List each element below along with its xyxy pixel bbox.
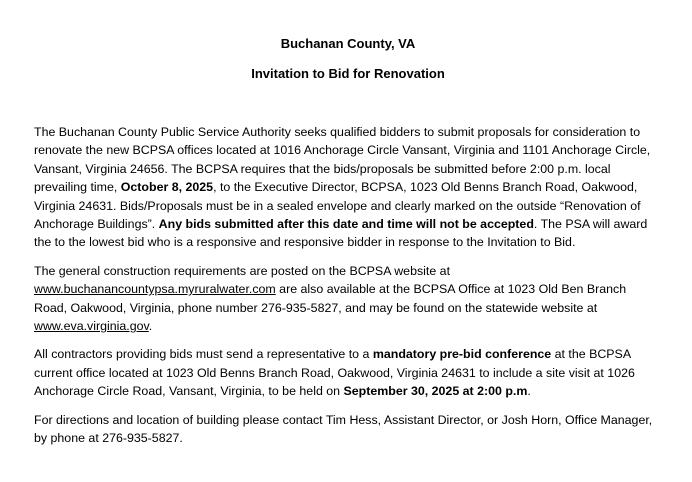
document-title: Invitation to Bid for Renovation — [251, 66, 445, 81]
text-span: . — [148, 319, 153, 334]
bcpsa-website-link[interactable]: www.buchanancountypsa.myruralwater.com — [34, 282, 276, 297]
text-span: at the BCPSA current office located at 1023 Old Benns Branch Road, Oakwood, Virginia 24631 to include a site visit at 1026 Anchorage Circle Road, Vansant, Virginia, to be held on — [34, 347, 635, 399]
bid-deadline-date: October 8, 2025 — [120, 180, 214, 195]
county-heading: Buchanan County, VA — [280, 36, 416, 51]
conference-date: September 30, 2025 at 2:00 p.m — [343, 384, 528, 399]
text-span: , to the Executive Director, BCPSA, 1023 Old Benns Branch Road, Oakwood, Virginia 24631. Bids/Proposals must be in a sealed envelope and clearly marked on the outside “Renovation of Anchorage Buildings”. — [34, 180, 641, 232]
state-website-link[interactable]: www.eva.virginia.gov — [34, 319, 149, 334]
text-span: are also available at the BCPSA Office at 1023 Old Ben Branch Road, Oakwood, Virginia, phone number 276-935-5827, and may be found on the statewide website at — [34, 282, 627, 315]
text-span: . The PSA will award the to the lowest bid who is a responsive and responsive bidder in response to the Invitation to Bid. — [34, 217, 648, 250]
late-bid-warning: Any bids submitted after this date and time will not be accepted — [158, 217, 534, 232]
paragraph-requirements — [34, 262, 662, 336]
text-span: All contractors providing bids must send a representative to a — [34, 347, 373, 362]
text-span: The general construction requirements are posted on the BCPSA website at — [34, 263, 451, 278]
text-span: . — [527, 384, 531, 399]
paragraph-bid-overview — [34, 123, 662, 252]
text-span: The Buchanan County Public Service Authority seeks qualified bidders to submit proposals for consideration to renovate the new BCPSA offices located at 1016 Anchorage Circle Vansant, Virginia and 1101 Anchorage Circle, Vansant, Virginia 24656. The BCPSA requires that the bids/proposals be submitted before 2:00 p.m. local prevailing time, — [34, 125, 651, 195]
mandatory-conference-label: mandatory pre-bid conference — [372, 347, 552, 362]
paragraph-prebid-conference — [34, 345, 662, 400]
paragraph-contact: For directions and location of building please contact Tim Hess, Assistant Director, or Josh Horn, Office Manager, by phone at 276-935-5827. — [34, 412, 653, 446]
